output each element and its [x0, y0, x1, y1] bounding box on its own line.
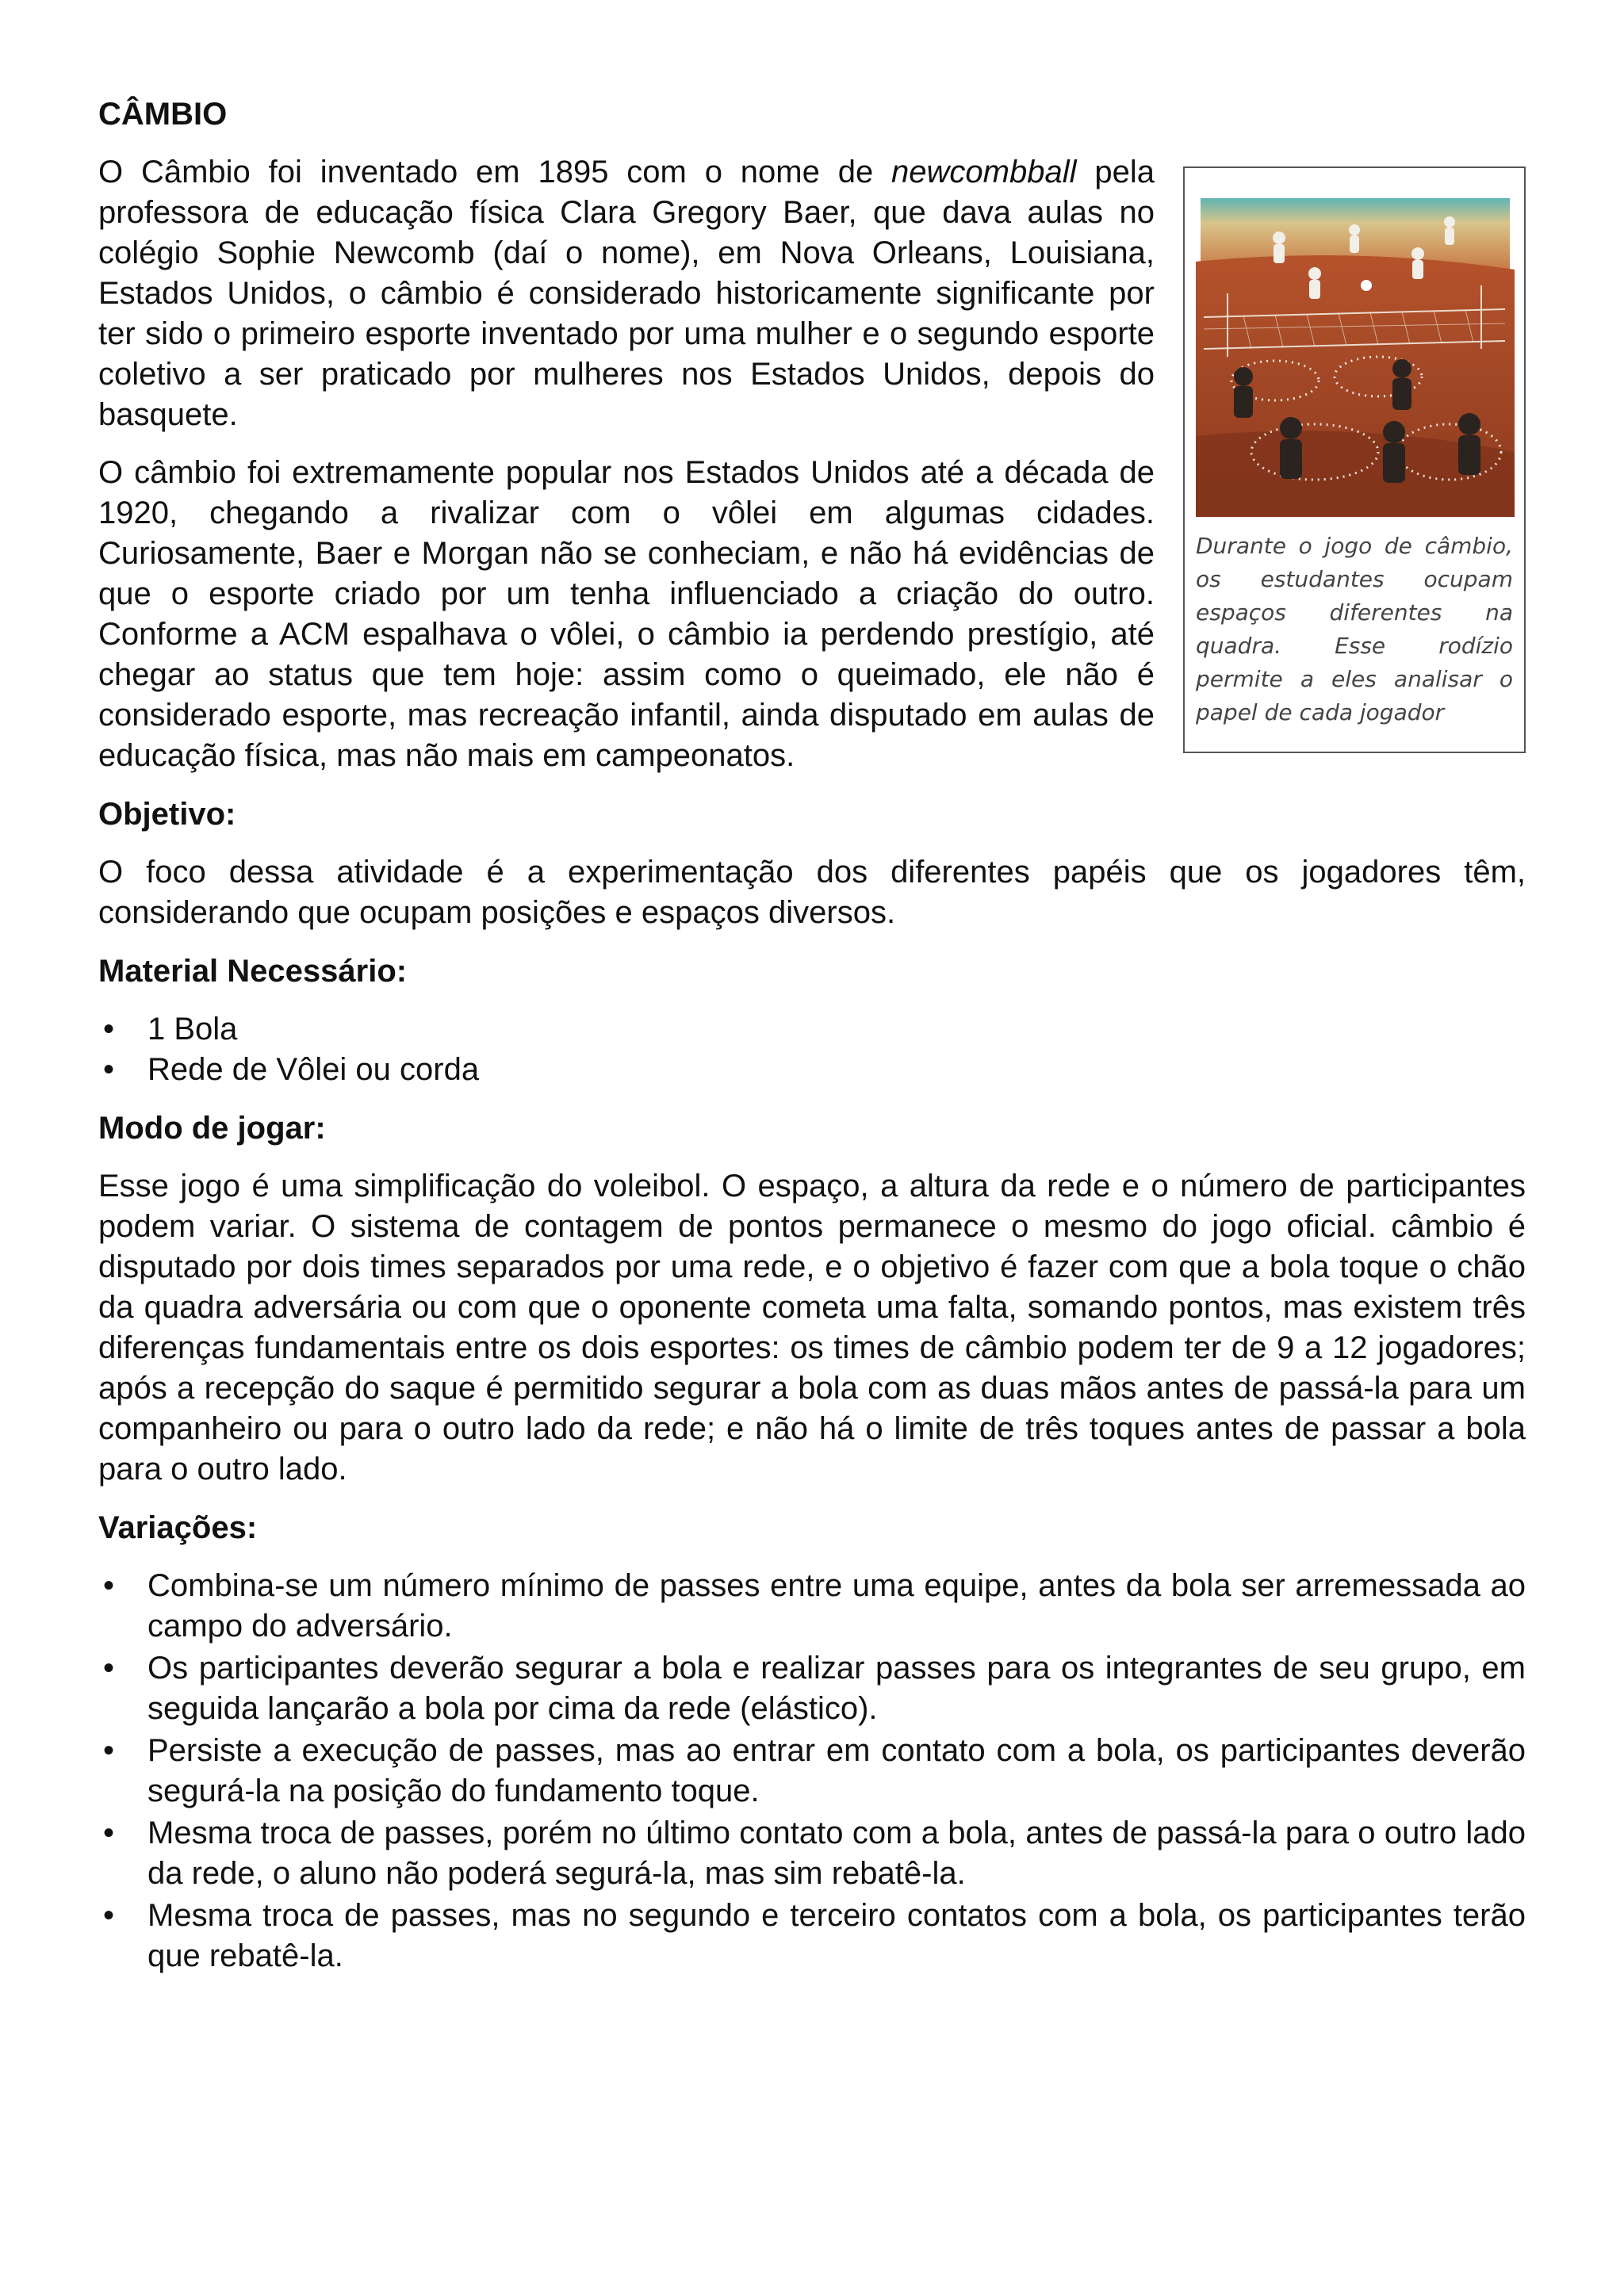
intro-paragraph-2: O câmbio foi extremamente popular nos Estados Unidos até a década de 1920, chegando a rivalizar com o vôlei em algumas cidades. Curiosamente, Baer e Morgan não se conheciam, e não há evidências de que o esporte criado por um tenha influenciado a criação do outro. Conforme a ACM espalhava o vôlei, o câmbio ia perdendo prestígio, até chegar ao status que tem hoje: assim como o queimado, ele não é considerado esporte, mas recreação infantil, ainda disputado em aulas de educação física, mas não mais em campeonatos.: [98, 455, 1155, 773]
materials-item: • 1 Bola: [98, 1009, 1526, 1050]
variation-item: • Mesma troca de passes, porém no último contato com a bola, antes de passá-la para o outro lado da rede, o aluno não poderá segurá-la, mas sim rebatê-la.: [98, 1813, 1526, 1894]
intro-text-after: pela professora de educação física Clara Gregory Baer, que dava aulas no colégio Sophie Newcomb (daí o nome), em Nova Orleans, Louisiana, Estados Unidos, o câmbio é considerado historicamente significante por ter sido o primeiro esporte inventado por uma mulher e o segundo esporte coletivo a ser praticado por mulheres nos Estados Unidos, depois do basquete.: [98, 155, 1155, 432]
figure-box: [1183, 166, 1526, 753]
materials-heading: Material Necessário:: [98, 954, 408, 989]
objective-text: O foco dessa atividade é a experimentação dos diferentes papéis que os jogadores têm, considerando que ocupam posições e espaços diversos.: [98, 855, 1526, 930]
objective-heading: Objetivo:: [98, 797, 236, 832]
how-to-play-heading: Modo de jogar:: [98, 1111, 326, 1146]
materials-item: • Rede de Vôlei ou corda: [98, 1050, 1526, 1090]
variations-heading: Variações:: [98, 1510, 258, 1545]
intro-text-before: O Câmbio foi inventado em 1895 com o nome de: [98, 155, 892, 189]
variation-item: • Combina-se um número mínimo de passes entre uma equipe, antes da bola ser arremessada ao campo do adversário.: [98, 1566, 1526, 1647]
document-title: CÂMBIO: [98, 97, 228, 132]
variation-item: • Persiste a execução de passes, mas ao entrar em contato com a bola, os participantes deverão segurá-la na posição do fundamento toque.: [98, 1731, 1526, 1812]
figure-caption: Durante o jogo de câmbio, os estudantes ocupam espaços diferentes na quadra. Esse rodízio permite a eles analisar o papel de cada jogador: [1196, 533, 1513, 725]
variation-item: • Mesma troca de passes, mas no segundo e terceiro contatos com a bola, os participantes terão que rebatê-la.: [98, 1896, 1526, 1976]
how-to-play-text: Esse jogo é uma simplificação do voleibol. O espaço, a altura da rede e o número de participantes podem variar. O sistema de contagem de pontos permanece o mesmo do jogo oficial. câmbio é disputado por dois times separados por uma rede, e o objetivo é fazer com que a bola toque o chão da quadra adversária ou com que o oponente cometa uma falta, somando pontos, mas existem três diferenças fundamentais entre os dois esportes: os times de câmbio podem ter de 9 a 12 jogadores; após a recepção do saque é permitido segurar a bola com as duas mãos antes de passá-la para um companheiro ou para o outro lado da rede; e não há o limite de três toques antes de passar a bola para o outro lado.: [98, 1169, 1526, 1487]
variation-item: • Os participantes deverão segurar a bola e realizar passes para os integrantes de seu grupo, em seguida lançarão a bola por cima da rede (elástico).: [98, 1648, 1526, 1729]
variations-list: [98, 1566, 1526, 1976]
volleyball-illustration: [1196, 198, 1515, 517]
intro-italic-term: newcombball: [891, 155, 1077, 189]
materials-list: [98, 1009, 1526, 1090]
document-page: [98, 94, 1526, 1994]
